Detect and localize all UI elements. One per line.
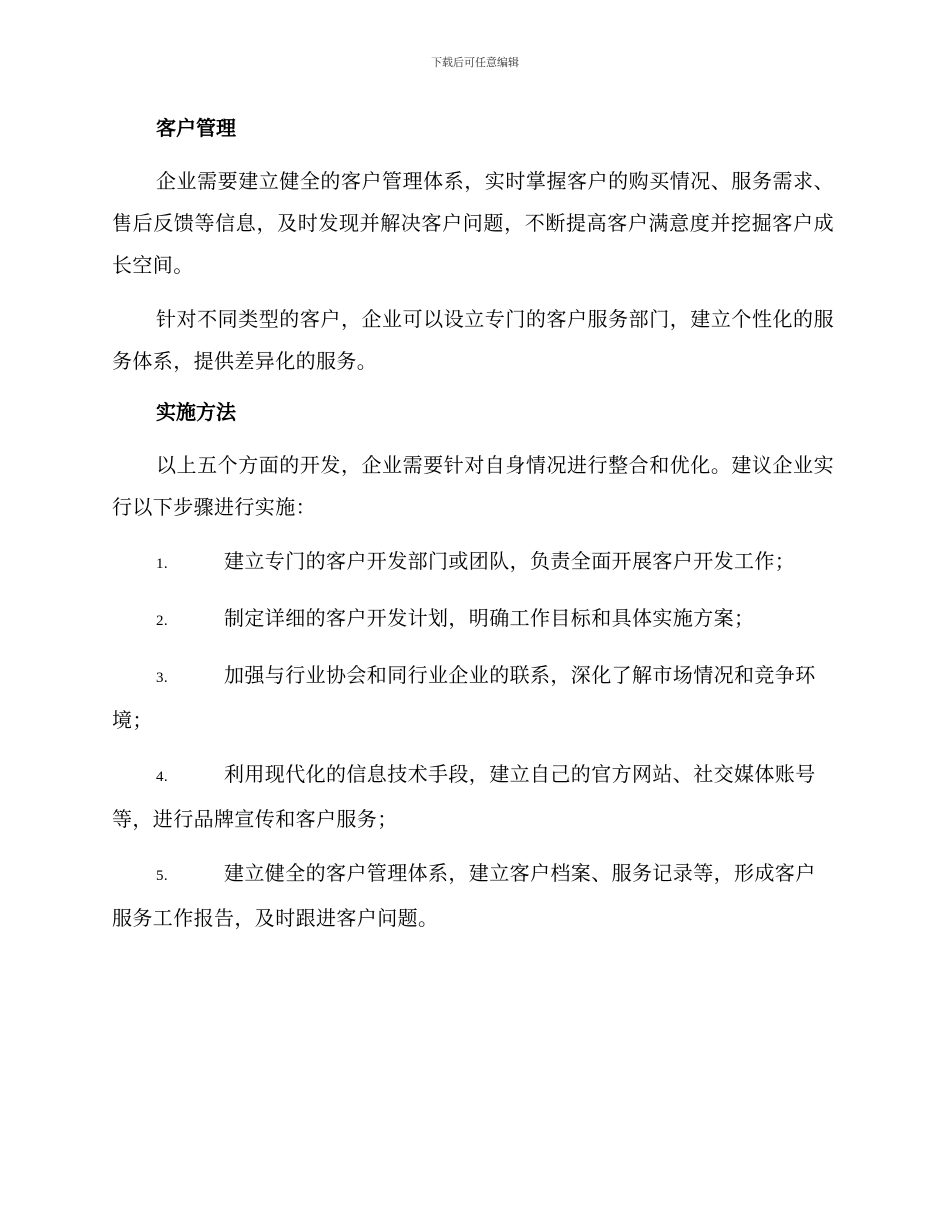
list-number: 1. [156, 556, 169, 572]
list-number: 2. [156, 613, 169, 629]
list-number: 5. [156, 868, 169, 884]
list-number: 3. [156, 670, 169, 686]
section-heading-implementation: 实施方法 [156, 400, 236, 424]
list-item [112, 540, 834, 585]
paragraph: 以上五个方面的开发，企业需要针对自身情况进行整合和优化。建议企业实行以下步骤进行实施： [112, 453, 834, 519]
list-item [112, 852, 834, 939]
list-text: 加强与行业协会和同行业企业的联系，深化了解市场情况和竞争环境； [112, 663, 816, 732]
list-number: 4. [156, 769, 169, 785]
list-item [112, 597, 834, 642]
section-heading-customer-management: 客户管理 [156, 116, 236, 140]
paragraph: 针对不同类型的客户，企业可以设立专门的客户服务部门，建立个性化的服务体系，提供差异化的服务。 [112, 307, 834, 373]
list-text: 建立专门的客户开发部门或团队，负责全面开展客户开发工作； [224, 549, 796, 573]
list-text: 利用现代化的信息技术手段，建立自己的官方网站、社交媒体账号等，进行品牌宣传和客户服务； [112, 762, 816, 831]
paragraph: 企业需要建立健全的客户管理体系，实时掌握客户的购买情况、服务需求、售后反馈等信息，及时发现并解决客户问题，不断提高客户满意度并挖掘客户成长空间。 [112, 169, 834, 277]
header-note: 下载后可任意编辑 [431, 56, 519, 69]
list-text: 建立健全的客户管理体系，建立客户档案、服务记录等，形成客户服务工作报告，及时跟进客户问题。 [112, 861, 816, 930]
list-item [112, 753, 834, 840]
list-text: 制定详细的客户开发计划，明确工作目标和具体实施方案； [224, 606, 755, 630]
list-item [112, 654, 834, 741]
document-body [112, 110, 834, 951]
steps-list [112, 540, 834, 939]
